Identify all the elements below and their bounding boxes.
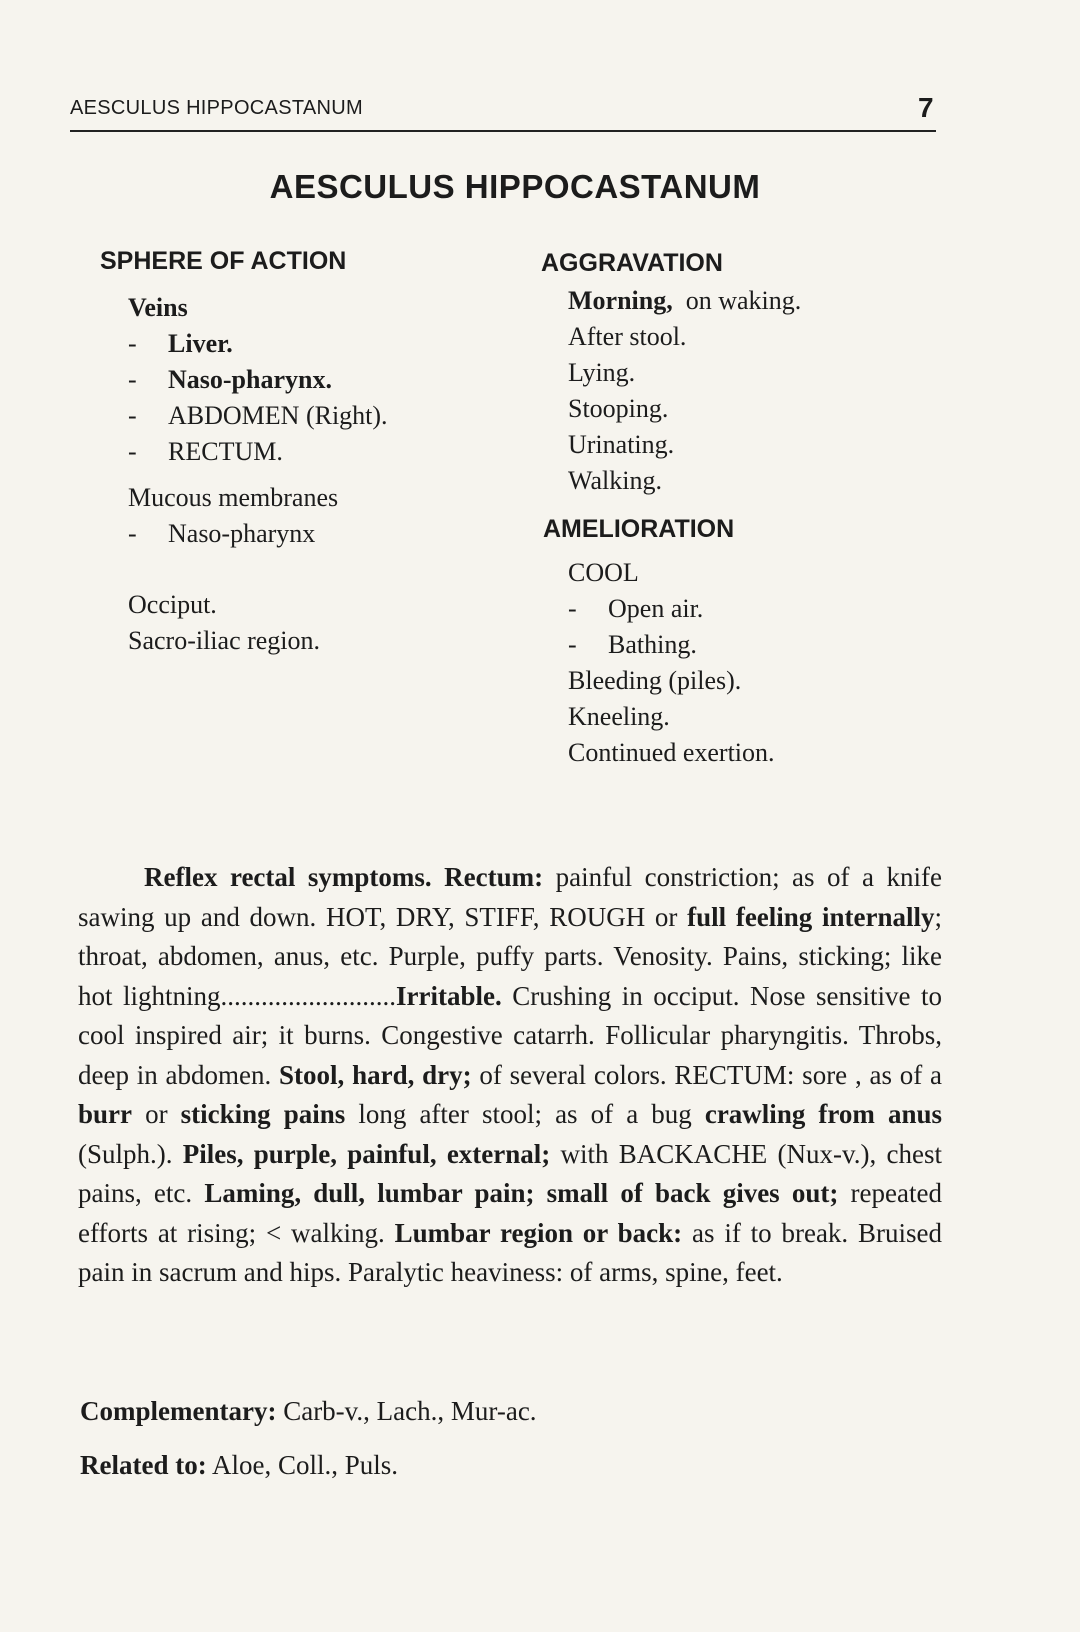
header-rule (70, 130, 936, 132)
amelioration-item: Kneeling. (568, 702, 670, 731)
amelioration-item: - Open air. (568, 594, 704, 623)
related-line: Related to: Aloe, Coll., Puls. (80, 1450, 399, 1480)
veins-item: - ABDOMEN (Right). (128, 401, 388, 430)
occiput-item: Occiput. (128, 590, 217, 619)
page-title: AESCULUS HIPPOCASTANUM (269, 168, 761, 205)
veins-item: - Liver. (128, 329, 233, 358)
amelioration-item: - Bathing. (568, 630, 697, 659)
running-head: AESCULUS HIPPOCASTANUM (70, 97, 363, 119)
amelioration-item: Continued exertion. (568, 738, 775, 767)
amelioration-item: Bleeding (piles). (568, 666, 742, 695)
sphere-heading: SPHERE OF ACTION (100, 247, 347, 275)
veins-label: Veins (128, 293, 188, 322)
aggravation-item: Stooping. (568, 394, 669, 423)
body-paragraph: Reflex rectal symptoms. Rectum: painful constriction; as of a knife sawing up and down. HOT, DRY, STIFF, ROUGH or full feeling internally; throat, abdomen, anus, etc. Purple, puffy parts. Venosity. Pains, sticking; like hot lightning..........................Irritable. Crushing in occiput. Nose sensitive to cool inspired air; it burns. Congestive catarrh. Follicular pharyngitis. Throbs, deep in abdomen. Stool, hard, dry; of several colors. RECTUM: sore , as of a burr or sticking pains long after stool; as of a bug crawling from anus (Sulph.). Piles, purple, painful, external; with BACKACHE (Nux-v.), chest pains, etc. Laming, dull, lumbar pain; small of back gives out; repeated efforts at rising; < walking. Lumbar region or back: as if to break. Bruised pain in sacrum and hips. Paralytic heaviness: of arms, spine, feet. (78, 862, 943, 1287)
aggravation-item: Walking. (568, 466, 662, 495)
complementary-line: Complementary: Carb-v., Lach., Mur-ac. (80, 1396, 537, 1426)
aggravation-item: Lying. (568, 358, 636, 387)
veins-item: - RECTUM. (128, 437, 283, 466)
amelioration-cool: COOL (568, 558, 639, 587)
mucous-item: - Naso-pharynx (128, 519, 316, 548)
amelioration-heading: AMELIORATION (543, 515, 735, 543)
page-number: 7 (918, 92, 934, 123)
aggravation-heading: AGGRAVATION (541, 249, 723, 277)
mucous-label: Mucous membranes (128, 483, 339, 512)
aggravation-item: Urinating. (568, 430, 675, 459)
aggravation-item: Morning, on waking. (568, 286, 802, 315)
aggravation-item: After stool. (568, 322, 687, 351)
sacro-item: Sacro-iliac region. (128, 626, 321, 655)
veins-item: - Naso-pharynx. (128, 365, 332, 394)
